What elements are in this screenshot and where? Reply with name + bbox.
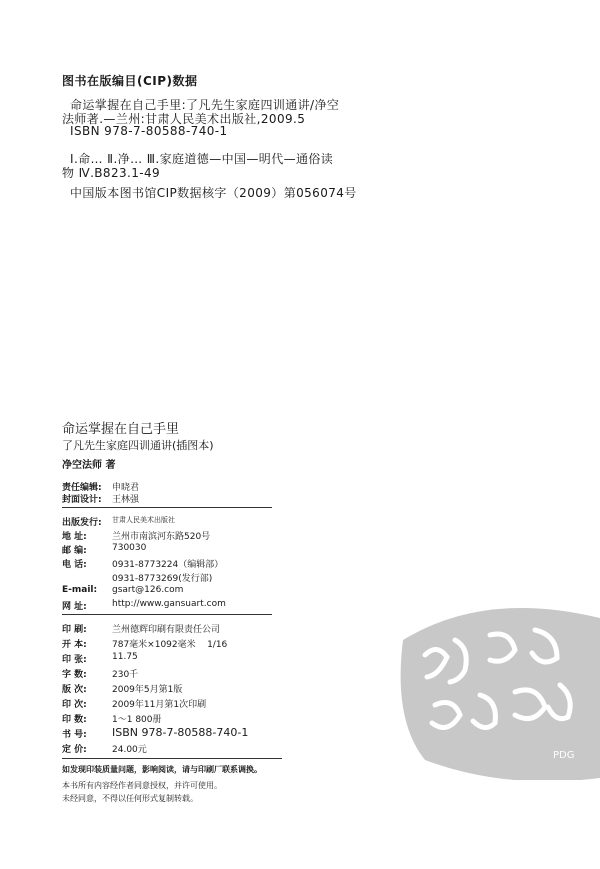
edition-label: 版 次: [62,685,87,695]
format-value: 787毫米×1092毫米 1/16 [112,640,228,650]
word-count-label: 字 数: [62,670,87,680]
publisher-label: 出版发行: [62,518,102,528]
watermark-seal [395,600,600,780]
price-label: 定 价: [62,745,87,755]
publisher-value: 甘肃人民美术出版社 [112,516,175,524]
isbn-value: ISBN 978-7-80588-740-1 [112,726,249,739]
printer-label: 印 刷: [62,625,87,635]
address-value: 兰州市南滨河东路520号 [112,532,211,542]
cip-verification-number: 中国版本图书馆CIP数据核字（2009）第056074号 [70,186,357,200]
impression-label: 印 次: [62,700,87,710]
edition-value: 2009年5月第1版 [112,685,183,695]
editor-label: 责任编辑: [62,483,102,493]
quality-notice: 如发现印装质量问题，影响阅读，请与印刷厂联系调换。 [62,765,262,774]
divider [62,614,272,615]
cip-title: 图书在版编目(CIP)数据 [62,74,198,88]
impression-value: 2009年11月第1次印刷 [112,700,207,710]
email-value: gsart@126.com [112,585,184,595]
website-label: 网 址: [62,602,87,612]
print-run-value: 1～1 800册 [112,715,162,725]
print-run-label: 印 数: [62,715,87,725]
phone-distribution-value: 0931-8773269(发行部) [112,574,213,584]
divider [62,507,272,508]
book-author: 净空法师 著 [62,460,116,471]
rights-notice-2: 未经同意，不得以任何形式复制转载。 [62,794,198,803]
rights-notice-1: 本书所有内容经作者同意授权，并许可使用。 [62,781,222,790]
printer-value: 兰州德辉印刷有限责任公司 [112,625,221,635]
sheets-value: 11.75 [112,652,138,662]
cip-line-1: 命运掌握在自己手里:了凡先生家庭四训通讲/净空 [70,98,340,112]
seal-label: PDG [553,750,575,761]
phone-label: 电 话: [62,560,87,570]
book-subtitle: 了凡先生家庭四训通讲(插图本) [62,439,214,452]
cip-classification: Ⅰ.命… Ⅱ.净… Ⅲ.家庭道德—中国—明代—通俗读 [70,152,334,166]
postcode-value: 730030 [112,543,147,553]
website-value: http://www.gansuart.com [112,599,226,609]
format-label: 开 本: [62,640,87,650]
cover-design-value: 王林强 [112,495,140,505]
address-label: 地 址: [62,532,87,542]
postcode-label: 邮 编: [62,546,87,556]
divider [62,758,282,759]
book-title: 命运掌握在自己手里 [62,422,180,437]
phone-editorial-value: 0931-8773224（编辑部） [112,560,224,570]
editor-value: 申晓君 [112,483,140,493]
seal-watermark-icon [395,600,600,780]
price-value: 24.00元 [112,745,147,755]
cip-line-2: 法师著.—兰州:甘肃人民美术出版社,2009.5 [62,112,306,126]
sheets-label: 印 张: [62,655,87,665]
cip-isbn: ISBN 978-7-80588-740-1 [70,124,228,138]
cip-classification-cont: 物 Ⅳ.B823.1-49 [62,166,161,180]
cover-design-label: 封面设计: [62,495,102,505]
word-count-value: 230千 [112,670,139,680]
email-label: E-mail: [62,585,98,595]
isbn-label: 书 号: [62,730,87,740]
